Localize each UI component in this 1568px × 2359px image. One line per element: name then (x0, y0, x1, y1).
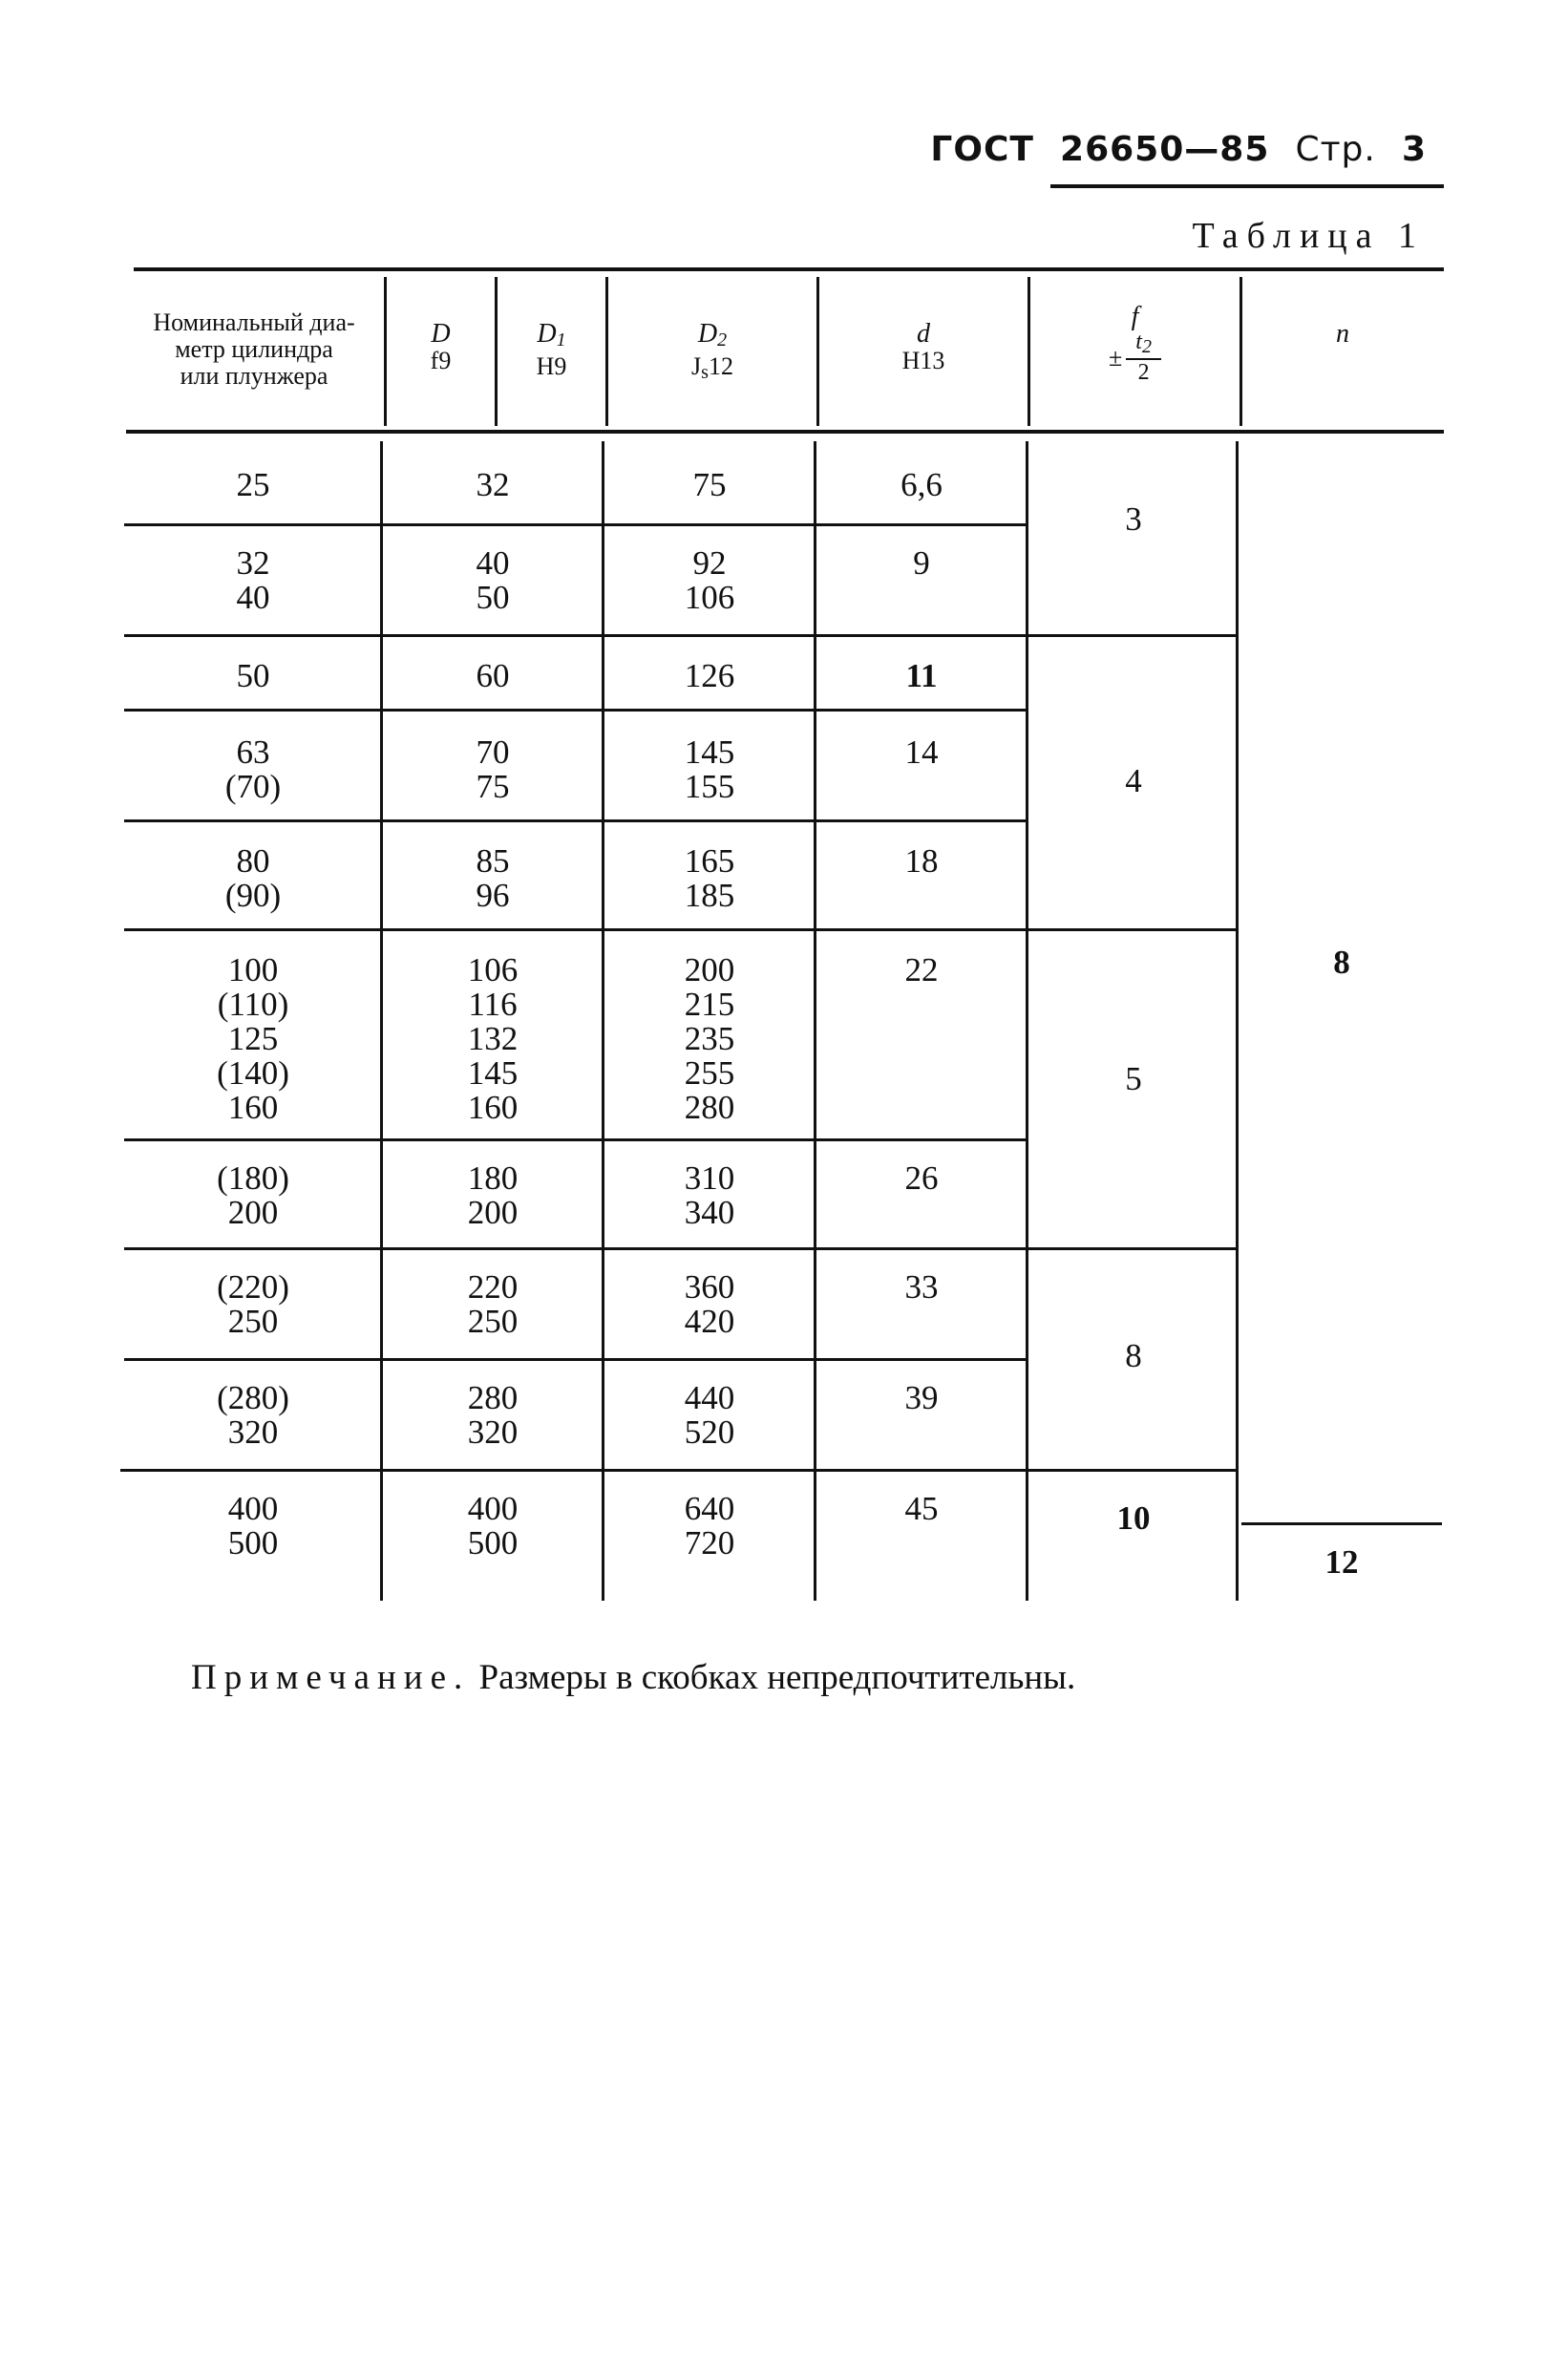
page-number: 3 (1401, 130, 1427, 169)
col-header-nominal-line2: метр цилиндра (175, 335, 333, 363)
col-header-f-pm: ± (1109, 343, 1123, 372)
column-divider (602, 441, 604, 1601)
table-cell-D1: 145 155 (684, 733, 735, 805)
standard-label: ГОСТ (930, 130, 1034, 169)
table-cell-nominal: (280) 320 (217, 1379, 289, 1451)
n-column-rule (1241, 1522, 1442, 1525)
table-cell-nominal: 32 40 (236, 544, 270, 616)
table-cell-D: 60 (476, 657, 510, 694)
table-cell-d: 22 (904, 951, 939, 988)
table-cell-D1: 165 185 (684, 842, 735, 914)
table-cell-D1: 126 (684, 657, 735, 694)
table-cell-nominal: (180) 200 (217, 1159, 289, 1231)
table-cell-D1: 310 340 (684, 1159, 735, 1231)
f-group-value: 10 (1116, 1499, 1151, 1537)
table-cell-nominal: 100 (110) 125 (140) 160 (217, 951, 289, 1126)
col-header-f-symbol: f (1131, 302, 1139, 331)
table-cell-d: 18 (904, 842, 939, 880)
col-header-D-symbol: D (431, 319, 451, 349)
note-text: Размеры в скобках непредпочтительны. (478, 1658, 1076, 1697)
table-cell-D: 32 (476, 466, 510, 503)
table-cell-nominal: 50 (236, 657, 270, 694)
table-cell-d: 45 (904, 1490, 939, 1527)
table-cell-D1: 440 520 (684, 1379, 735, 1451)
col-header-D1-tolerance: H9 (536, 352, 567, 380)
column-divider (814, 441, 816, 1601)
table-cell-D: 220 250 (467, 1268, 519, 1340)
col-header-D2-tolerance: $J_s12$ (691, 352, 733, 383)
table-cell-d: 33 (904, 1268, 939, 1306)
table-cell-D: 280 320 (467, 1379, 519, 1451)
row-rule (124, 709, 1026, 712)
table-cell-d: 11 (905, 657, 938, 694)
table-header-rule (126, 430, 1444, 434)
table-cell-nominal: 400 500 (227, 1490, 279, 1562)
col-header-f (1030, 304, 1240, 385)
f-group-value: 5 (1125, 1060, 1142, 1097)
table-cell-D: 85 96 (476, 842, 510, 914)
table-cell-D: 106 116 132 145 160 (467, 951, 519, 1126)
table-cell-D1: 75 (692, 466, 727, 503)
table-cell-d: 9 (913, 544, 930, 582)
page-header (930, 130, 1427, 169)
table-cell-nominal: 80 (90) (224, 842, 282, 914)
col-header-nominal-line3: или плунжера (180, 362, 328, 390)
table-note (191, 1657, 1075, 1698)
row-rule (124, 1358, 1026, 1361)
table-cell-D1: 640 720 (684, 1490, 735, 1562)
n-group-value: 12 (1324, 1543, 1359, 1581)
table-cell-D1: 360 420 (684, 1268, 735, 1340)
col-header-f-numerator: $t_2$ (1126, 330, 1161, 360)
col-header-D-tolerance: f9 (430, 347, 452, 374)
column-divider (1236, 441, 1239, 1601)
table-cell-D: 40 50 (476, 544, 510, 616)
row-rule (124, 819, 1026, 822)
col-header-D2-symbol: $D_2$ (697, 319, 728, 351)
f-group-value: 3 (1125, 500, 1142, 538)
col-header-d (819, 321, 1028, 374)
f-group-value: 4 (1125, 762, 1142, 799)
table-cell-d: 26 (904, 1159, 939, 1197)
row-rule (124, 1138, 1026, 1141)
col-header-nominal-line1: Номинальный диа- (153, 308, 355, 336)
standard-number: 26650—85 (1060, 130, 1270, 169)
header-rule (1050, 184, 1444, 188)
table-cell-D: 70 75 (476, 733, 510, 805)
row-rule (124, 634, 1236, 637)
table-cell-d: 14 (904, 733, 939, 771)
row-rule (124, 928, 1236, 931)
col-header-D1-symbol: $D_1$ (537, 319, 566, 351)
table-title: Таблица 1 (1192, 216, 1425, 256)
col-header-D1 (498, 321, 605, 380)
col-header-f-fraction (1030, 330, 1240, 385)
table-cell-nominal: (220) 250 (217, 1268, 289, 1340)
table-cell-nominal: 25 (236, 466, 270, 503)
header-divider (1240, 277, 1242, 426)
col-header-D (387, 321, 495, 374)
col-header-d-tolerance: H13 (901, 347, 945, 374)
f-group-value: 8 (1125, 1337, 1142, 1374)
col-header-nominal (126, 309, 382, 390)
note-label: Примечание. (191, 1658, 471, 1697)
table-cell-d: 39 (904, 1379, 939, 1416)
n-group-value: 8 (1333, 944, 1350, 981)
table-cell-D1: 92 106 (684, 544, 735, 616)
table-cell-d: 6,6 (901, 466, 943, 503)
table-cell-D: 180 200 (467, 1159, 519, 1231)
table-top-rule (134, 267, 1444, 271)
col-header-n: n (1336, 319, 1349, 349)
row-rule (120, 1469, 1236, 1472)
column-divider (380, 441, 383, 1601)
col-header-D2 (608, 321, 816, 386)
row-rule (124, 523, 1026, 526)
table-cell-D1: 200 215 235 255 280 (684, 951, 735, 1126)
table-cell-D: 400 500 (467, 1490, 519, 1562)
page-label: Стр. (1295, 130, 1376, 169)
col-header-d-symbol: d (917, 319, 930, 349)
row-rule (124, 1247, 1236, 1250)
table-cell-nominal: 63 (70) (224, 733, 282, 805)
column-divider (1026, 441, 1028, 1601)
col-header-f-denominator: 2 (1137, 360, 1150, 385)
